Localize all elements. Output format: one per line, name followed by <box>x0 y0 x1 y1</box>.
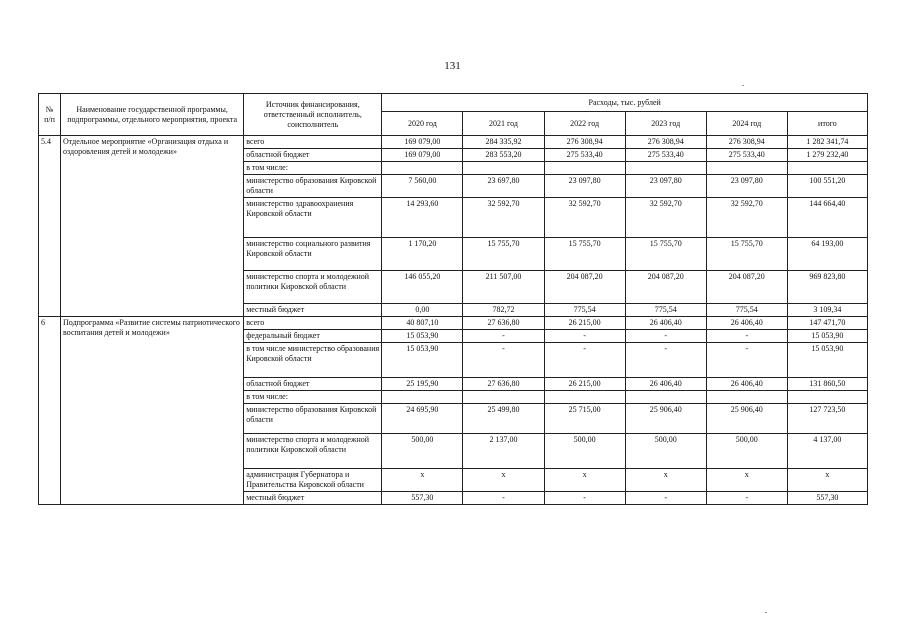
funding-source: местный бюджет <box>244 304 382 317</box>
value-cell: 32 592,70 <box>544 198 625 238</box>
value-cell: x <box>706 469 787 492</box>
value-total: 64 193,00 <box>787 238 867 271</box>
value-cell <box>382 162 463 175</box>
value-cell <box>463 162 544 175</box>
funding-source: министерство социального развития Кировской области <box>244 238 382 271</box>
value-cell: 204 087,20 <box>706 271 787 304</box>
scan-speck <box>742 85 744 86</box>
value-total: 100 551,20 <box>787 175 867 198</box>
value-cell: 782,72 <box>463 304 544 317</box>
header-total: итого <box>787 112 867 136</box>
row-number: 5.4 <box>39 136 61 317</box>
funding-source: в том числе: <box>244 162 382 175</box>
value-cell: x <box>382 469 463 492</box>
value-total: 557,30 <box>787 492 867 505</box>
value-cell: 276 308,94 <box>706 136 787 149</box>
value-cell: 25 715,00 <box>544 404 625 434</box>
funding-source: министерство здравоохранения Кировской области <box>244 198 382 238</box>
value-cell: 15 053,90 <box>382 343 463 378</box>
value-cell: x <box>625 469 706 492</box>
value-cell: 284 335,92 <box>463 136 544 149</box>
value-cell: 169 079,00 <box>382 136 463 149</box>
funding-source: федеральный бюджет <box>244 330 382 343</box>
value-cell: 40 807,10 <box>382 317 463 330</box>
value-cell <box>544 391 625 404</box>
value-cell: 15 755,70 <box>625 238 706 271</box>
value-cell: 1 170,20 <box>382 238 463 271</box>
value-cell: 23 097,80 <box>706 175 787 198</box>
value-cell: 15 755,70 <box>706 238 787 271</box>
value-cell: 32 592,70 <box>706 198 787 238</box>
value-cell: 276 308,94 <box>544 136 625 149</box>
value-cell: 204 087,20 <box>625 271 706 304</box>
value-total: 969 823,80 <box>787 271 867 304</box>
value-total: 1 279 232,40 <box>787 149 867 162</box>
value-cell: 500,00 <box>544 434 625 469</box>
value-cell: 500,00 <box>706 434 787 469</box>
value-cell: - <box>625 343 706 378</box>
value-total <box>787 391 867 404</box>
header-year-2023: 2023 год <box>625 112 706 136</box>
value-cell: 27 636,80 <box>463 378 544 391</box>
funding-source: министерство спорта и молодежной политики Кировской области <box>244 271 382 304</box>
value-cell: - <box>463 492 544 505</box>
value-total: 15 053,90 <box>787 343 867 378</box>
value-cell: - <box>463 343 544 378</box>
value-cell: 557,30 <box>382 492 463 505</box>
value-cell: 146 055,20 <box>382 271 463 304</box>
value-cell: 26 406,40 <box>625 378 706 391</box>
value-cell: x <box>544 469 625 492</box>
page-number: 131 <box>444 60 461 72</box>
table-row <box>39 136 868 149</box>
value-cell: 25 906,40 <box>706 404 787 434</box>
header-expenses: Расходы, тыс. рублей <box>382 94 868 112</box>
value-cell: 211 507,00 <box>463 271 544 304</box>
value-cell: 275 533,40 <box>625 149 706 162</box>
header-year-2020: 2020 год <box>382 112 463 136</box>
header-name: Наименование государственной программы, подпрограммы, отдельного мероприятия, проекта <box>61 94 244 136</box>
value-cell: - <box>544 343 625 378</box>
value-cell: 25 195,90 <box>382 378 463 391</box>
value-total: 15 053,90 <box>787 330 867 343</box>
value-cell: 15 755,70 <box>463 238 544 271</box>
funding-source: местный бюджет <box>244 492 382 505</box>
value-cell: 276 308,94 <box>625 136 706 149</box>
scan-speck <box>765 612 767 613</box>
value-total: 127 723,50 <box>787 404 867 434</box>
value-total: 3 109,34 <box>787 304 867 317</box>
value-cell: 275 533,40 <box>544 149 625 162</box>
value-cell: 775,54 <box>625 304 706 317</box>
funding-source: администрация Губернатора и Правительства Кировской области <box>244 469 382 492</box>
value-cell: 14 293,60 <box>382 198 463 238</box>
value-cell <box>382 391 463 404</box>
budget-table <box>38 93 868 505</box>
value-cell: 500,00 <box>382 434 463 469</box>
value-total <box>787 162 867 175</box>
value-cell: 26 406,40 <box>625 317 706 330</box>
value-cell: 25 906,40 <box>625 404 706 434</box>
value-cell: 26 406,40 <box>706 317 787 330</box>
row-number: 6 <box>39 317 61 505</box>
value-cell: 283 553,20 <box>463 149 544 162</box>
value-cell: 15 755,70 <box>544 238 625 271</box>
value-cell: 23 097,80 <box>625 175 706 198</box>
value-cell: - <box>625 492 706 505</box>
value-cell: 26 215,00 <box>544 317 625 330</box>
value-cell: 32 592,70 <box>625 198 706 238</box>
header-year-2022: 2022 год <box>544 112 625 136</box>
value-cell: - <box>706 492 787 505</box>
header-num: № п/п <box>39 94 61 136</box>
value-cell <box>544 162 625 175</box>
value-cell: 25 499,80 <box>463 404 544 434</box>
header-year-2024: 2024 год <box>706 112 787 136</box>
value-cell: 275 533,40 <box>706 149 787 162</box>
value-cell: 23 697,80 <box>463 175 544 198</box>
header-source: Источник финансирования, ответственный исполнитель, соисполнитель <box>244 94 382 136</box>
table-body <box>39 136 868 505</box>
value-cell: 23 097,80 <box>544 175 625 198</box>
value-cell <box>625 391 706 404</box>
value-cell: 169 079,00 <box>382 149 463 162</box>
value-cell: - <box>544 330 625 343</box>
header-year-2021: 2021 год <box>463 112 544 136</box>
funding-source: министерство образования Кировской области <box>244 404 382 434</box>
value-cell: 24 695,90 <box>382 404 463 434</box>
value-cell: - <box>544 492 625 505</box>
value-cell: - <box>706 343 787 378</box>
value-cell: 26 406,40 <box>706 378 787 391</box>
value-cell: 32 592,70 <box>463 198 544 238</box>
funding-source: министерство образования Кировской области <box>244 175 382 198</box>
program-name: Подпрограмма «Развитие системы патриотического воспитания детей и молодежи» <box>61 317 244 505</box>
value-cell: 27 636,80 <box>463 317 544 330</box>
value-cell: 26 215,00 <box>544 378 625 391</box>
value-cell <box>625 162 706 175</box>
value-cell: 2 137,00 <box>463 434 544 469</box>
value-total: 131 860,50 <box>787 378 867 391</box>
funding-source: министерство спорта и молодежной политики Кировской области <box>244 434 382 469</box>
funding-source: всего <box>244 136 382 149</box>
funding-source: областной бюджет <box>244 378 382 391</box>
value-cell: 775,54 <box>706 304 787 317</box>
funding-source: всего <box>244 317 382 330</box>
value-cell: - <box>706 330 787 343</box>
value-cell: 15 053,90 <box>382 330 463 343</box>
value-cell: 775,54 <box>544 304 625 317</box>
value-cell: 204 087,20 <box>544 271 625 304</box>
value-cell: - <box>625 330 706 343</box>
value-total: 1 282 341,74 <box>787 136 867 149</box>
value-total: 4 137,00 <box>787 434 867 469</box>
program-name: Отдельное мероприятие «Организация отдыха и оздоровления детей и молодежи» <box>61 136 244 317</box>
value-cell: x <box>463 469 544 492</box>
value-cell <box>706 391 787 404</box>
value-cell: 7 560,00 <box>382 175 463 198</box>
table-row <box>39 317 868 330</box>
funding-source: в том числе министерство образования Кировской области <box>244 343 382 378</box>
value-cell: 0,00 <box>382 304 463 317</box>
value-cell: - <box>463 330 544 343</box>
value-cell: 500,00 <box>625 434 706 469</box>
value-total: 144 664,40 <box>787 198 867 238</box>
funding-source: в том числе: <box>244 391 382 404</box>
value-cell <box>706 162 787 175</box>
value-cell <box>463 391 544 404</box>
value-total: x <box>787 469 867 492</box>
funding-source: областной бюджет <box>244 149 382 162</box>
value-total: 147 471,70 <box>787 317 867 330</box>
